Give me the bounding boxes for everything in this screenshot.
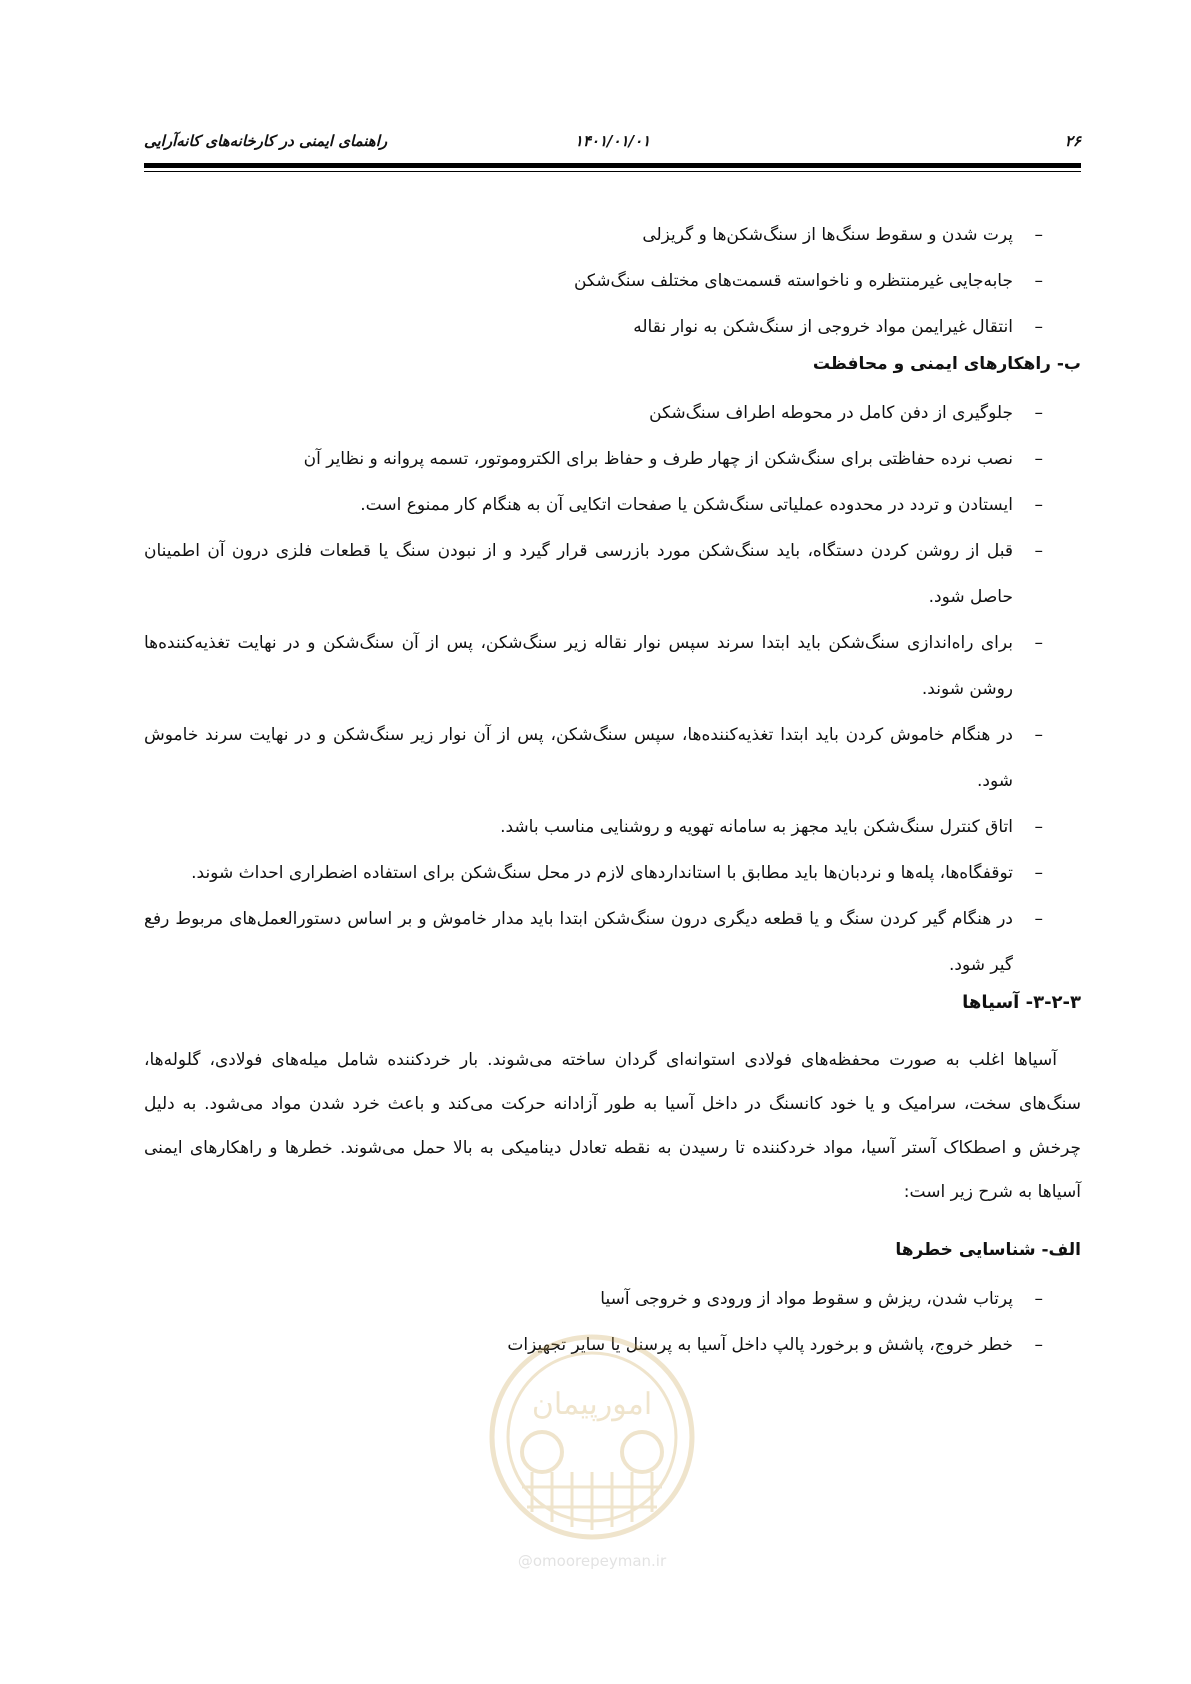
list-item-text: توقفگاه‌ها، پله‌ها و نردبان‌ها باید مطابق با استانداردهای لازم در محل سنگ‌شکن برای استفاده اضطراری احداث شوند. [191,863,1013,883]
list-item [144,482,1081,528]
list-item [144,896,1081,988]
bullet-dash: – [1034,633,1043,653]
list-item [144,436,1081,482]
list-item [144,212,1081,258]
list-item-text: ایستادن و تردد در محدوده عملیاتی سنگ‌شکن یا صفحات اتکایی آن به هنگام کار ممنوع است. [360,495,1013,515]
page-body [144,212,1081,1368]
header-title: راهنمای ایمنی در کارخانه‌های کانه‌آرایی [144,132,388,150]
bullet-dash: – [1034,1289,1043,1309]
list-item [144,390,1081,436]
safety-measures-list [144,390,1081,988]
page-header [144,132,1081,156]
bullet-dash: – [1034,225,1043,245]
hazards-continued-list [144,212,1081,350]
list-item [144,258,1081,304]
bullet-dash: – [1034,495,1043,515]
list-item-text: انتقال غیرایمن مواد خروجی از سنگ‌شکن به نوار نقاله [633,317,1013,337]
list-item-text: اتاق کنترل سنگ‌شکن باید مجهز به سامانه تهویه و روشنایی مناسب باشد. [500,817,1013,837]
bullet-dash: – [1034,271,1043,291]
bullet-dash: – [1034,725,1043,745]
bullet-dash: – [1034,1335,1043,1355]
list-item [144,304,1081,350]
page-number: ۲۶ [1064,132,1081,150]
list-item [144,804,1081,850]
list-item-text: نصب نرده حفاظتی برای سنگ‌شکن از چهار طرف و حفاظ برای الکتروموتور، تسمه پروانه و نظایر آن [303,449,1013,469]
header-rule-thick [144,163,1081,168]
list-item-text: در هنگام گیر کردن سنگ و یا قطعه دیگری درون سنگ‌شکن ابتدا باید مدار خاموش و بر اساس دستورالعمل‌های مربوط رفع گیر شود. [144,909,1013,975]
bullet-dash: – [1034,863,1043,883]
section-heading: ۳-۲-۳- آسیاها [962,992,1081,1013]
bullet-dash: – [1034,541,1043,561]
header-date: ۱۴۰۱/۰۱/۰۱ [574,132,651,150]
watermark-caption: @omoorepeyman.ir [517,1552,667,1570]
list-item [144,1276,1081,1322]
list-item [144,528,1081,620]
mill-hazards-list [144,1276,1081,1368]
safety-heading: ب- راهکارهای ایمنی و محافظت [812,354,1081,374]
header-rule-thin [144,171,1081,172]
bullet-dash: – [1034,403,1043,423]
bullet-dash: – [1034,817,1043,837]
hazards-heading: الف- شناسایی خطرها [895,1240,1081,1260]
list-item [144,1322,1081,1368]
section-paragraph: آسیاها اغلب به صورت محفظه‌های فولادی استوانه‌ای گردان ساخته می‌شوند. بار خردکننده شامل میله‌های فولادی، گلوله‌ها، سنگ‌های سخت، سرامیک و یا خود کانسنگ در داخل آسیا به طور آزادانه حرکت می‌کند و باعث خرد شدن مواد می‌شود. به دلیل چرخش و اصطکاک آستر آسیا، مواد خردکننده تا رسیدن به نقطه تعادل دینامیکی به بالا حمل می‌شوند. خطرها و راهکارهای ایمنی آسیاها به شرح زیر است: [144,1050,1081,1202]
list-item [144,620,1081,712]
list-item-text: قبل از روشن کردن دستگاه، باید سنگ‌شکن مورد بازرسی قرار گیرد و از نبودن سنگ یا قطعات فلزی درون آن اطمینان حاصل شود. [144,541,1013,607]
list-item [144,712,1081,804]
bullet-dash: – [1034,449,1043,469]
bullet-dash: – [1034,317,1043,337]
list-item-text: در هنگام خاموش کردن باید ابتدا تغذیه‌کننده‌ها، سپس سنگ‌شکن، پس از آن نوار زیر سنگ‌شکن و در نهایت سرند خاموش شود. [144,725,1013,791]
list-item-text: جلوگیری از دفن کامل در محوطه اطراف سنگ‌شکن [649,403,1013,423]
watermark-logo-text: امورپیمان [531,1387,653,1422]
list-item-text: پرتاب شدن، ریزش و سقوط مواد از ورودی و خروجی آسیا [600,1289,1013,1309]
list-item-text: خطر خروج، پاشش و برخورد پالپ داخل آسیا به پرسنل یا سایر تجهیزات [507,1335,1013,1355]
bullet-dash: – [1034,909,1043,929]
list-item-text: برای راه‌اندازی سنگ‌شکن باید ابتدا سرند سپس نوار نقاله زیر سنگ‌شکن، پس از آن سنگ‌شکن و در نهایت تغذیه‌کننده‌ها روشن شوند. [144,633,1013,699]
list-item [144,850,1081,896]
list-item-text: پرت شدن و سقوط سنگ‌ها از سنگ‌شکن‌ها و گریزلی [642,225,1013,245]
list-item-text: جابه‌جایی غیرمنتظره و ناخواسته قسمت‌های مختلف سنگ‌شکن [573,271,1013,291]
